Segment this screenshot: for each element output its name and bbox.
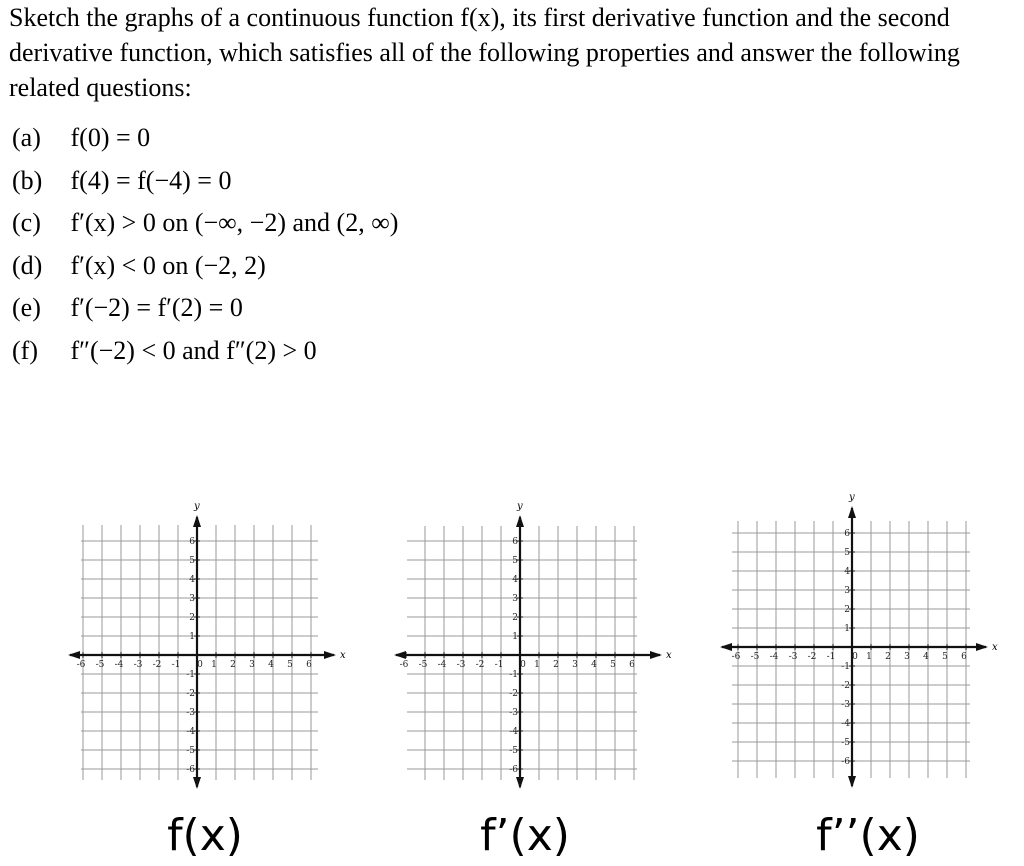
x-tick-label: 6: [306, 660, 312, 670]
x-tick-label: 5: [610, 660, 616, 670]
x-tick-label: 2: [553, 660, 559, 670]
x-axis-right-arrow: [650, 651, 662, 659]
y-tick-label: 4: [844, 567, 850, 577]
y-tick-label: -5: [509, 746, 518, 756]
y-tick-label: 1: [189, 632, 195, 642]
property-item: [12, 202, 398, 245]
y-tick-label: 6: [512, 537, 518, 547]
x-tick-label: -4: [437, 660, 447, 670]
property-label: (d): [12, 250, 43, 280]
x-tick-label: 5: [287, 660, 293, 670]
y-axis-down-arrow: [516, 777, 524, 789]
property-label: (b): [12, 165, 43, 195]
x-tick-label: 4: [591, 660, 597, 670]
x-tick-label: -2: [152, 660, 162, 670]
y-tick-label: -2: [509, 689, 518, 699]
y-tick-label: 3: [189, 594, 195, 604]
y-tick-label: -3: [186, 708, 195, 718]
property-text: f′(−2) = f′(2) = 0: [70, 293, 243, 322]
property-label: (c): [12, 208, 41, 237]
y-tick-label: 6: [844, 529, 850, 539]
x-tick-label: 5: [942, 652, 948, 662]
property-item: [12, 330, 398, 373]
property-item: [12, 245, 398, 288]
x-tick-label: 4: [923, 652, 929, 662]
x-tick-label: -6: [731, 652, 741, 662]
x-tick-label: 6: [629, 660, 635, 670]
y-tick-label: 2: [844, 605, 850, 615]
y-tick-label: -4: [841, 719, 850, 729]
y-tick-label: 5: [844, 548, 850, 558]
x-tick-label: -4: [769, 652, 779, 662]
y-tick-label: 3: [844, 586, 850, 596]
x-axis-label: x: [666, 650, 672, 661]
x-tick-label: -3: [788, 652, 798, 662]
x-tick-label: -2: [807, 652, 817, 662]
graph-f-prime[interactable]: [392, 500, 672, 790]
x-tick-label: -5: [418, 660, 428, 670]
y-tick-label: -3: [509, 708, 518, 718]
x-tick-label: 1: [534, 660, 540, 670]
x-tick-label: -5: [95, 660, 105, 670]
y-tick-label: -2: [186, 689, 195, 699]
x-tick-label: 2: [230, 660, 236, 670]
y-axis-down-arrow: [848, 776, 856, 788]
caption-f: f(x): [167, 810, 243, 861]
x-axis-right-arrow: [324, 651, 336, 659]
caption-f-prime: f’(x): [480, 810, 570, 861]
y-tick-label: -1: [186, 670, 195, 680]
property-item: [12, 117, 398, 160]
property-item: [12, 160, 398, 203]
y-tick-label: -4: [509, 727, 518, 737]
property-text: f″(−2) < 0 and f″(2) > 0: [70, 335, 317, 365]
caption-f-double-prime: f’’(x): [816, 810, 920, 861]
y-tick-label: -1: [841, 662, 850, 672]
y-tick-label: -6: [186, 765, 195, 775]
y-tick-label: 2: [189, 613, 195, 623]
x-tick-label: -6: [76, 660, 86, 670]
x-tick-label: -1: [171, 660, 181, 670]
property-text: f′(x) > 0 on (−∞, −2) and (2, ∞): [70, 208, 399, 237]
y-axis-up-arrow: [516, 515, 524, 527]
y-tick-label: -6: [841, 757, 850, 767]
x-axis-label: x: [340, 650, 346, 661]
y-axis-label: y: [517, 501, 523, 512]
property-label: (a): [12, 123, 41, 152]
y-tick-label: -5: [186, 746, 195, 756]
x-axis-label: x: [992, 642, 998, 653]
property-list: [12, 117, 398, 372]
x-axis-right-arrow: [976, 643, 988, 651]
x-tick-label: -2: [475, 660, 485, 670]
graph-f-double-prime[interactable]: [718, 488, 998, 790]
y-axis-label: y: [194, 501, 200, 512]
y-axis-up-arrow: [848, 506, 856, 518]
y-tick-label: -2: [841, 681, 850, 691]
x-tick-label: 3: [249, 660, 255, 670]
y-tick-label: 4: [512, 575, 518, 585]
x-tick-label: -1: [826, 652, 836, 662]
property-label: (f): [12, 335, 38, 365]
x-tick-label: 6: [961, 652, 967, 662]
x-tick-label: -3: [456, 660, 466, 670]
y-tick-label: 1: [844, 624, 850, 634]
x-tick-label: 3: [904, 652, 910, 662]
x-tick-label: 1: [866, 652, 872, 662]
x-tick-label: -1: [494, 660, 504, 670]
y-tick-label: 5: [512, 556, 518, 566]
x-axis-left-arrow: [68, 651, 80, 659]
y-tick-label: 5: [189, 556, 195, 566]
x-tick-label: 3: [572, 660, 578, 670]
x-tick-label: 4: [268, 660, 274, 670]
problem-statement: [9, 0, 1009, 105]
y-tick-label: 6: [189, 537, 195, 547]
y-axis-down-arrow: [193, 777, 201, 789]
x-tick-label: -4: [114, 660, 124, 670]
x-tick-label: -6: [399, 660, 409, 670]
property-item: [12, 287, 398, 330]
x-axis-left-arrow: [720, 643, 732, 651]
y-tick-label: -1: [509, 670, 518, 680]
x-tick-label: -5: [750, 652, 760, 662]
property-label: (e): [12, 293, 41, 322]
y-tick-label: 1: [512, 632, 518, 642]
y-axis-up-arrow: [193, 515, 201, 527]
y-axis-label: y: [849, 492, 855, 503]
x-tick-label: -3: [133, 660, 143, 670]
x-tick-label: 0: [197, 660, 203, 670]
graph-f[interactable]: [66, 495, 346, 790]
x-tick-label: 0: [852, 652, 858, 662]
y-tick-label: 2: [512, 613, 518, 623]
y-tick-label: -3: [841, 700, 850, 710]
x-tick-label: 1: [211, 660, 217, 670]
property-text: f(0) = 0: [70, 123, 151, 152]
x-axis-left-arrow: [394, 651, 406, 659]
x-tick-label: 0: [520, 660, 526, 670]
problem-intro: Sketch the graphs of a continuous function f(x), its first derivative function and the second derivative function, which satisfies all of the following properties and answer the following related questions:: [9, 3, 960, 102]
y-tick-label: -5: [841, 738, 850, 748]
y-tick-label: -6: [509, 765, 518, 775]
property-text: f(4) = f(−4) = 0: [70, 165, 232, 195]
x-tick-label: 2: [885, 652, 891, 662]
y-tick-label: -4: [186, 727, 195, 737]
y-tick-label: 4: [189, 575, 195, 585]
y-tick-label: 3: [512, 594, 518, 604]
property-text: f′(x) < 0 on (−2, 2): [70, 250, 266, 280]
